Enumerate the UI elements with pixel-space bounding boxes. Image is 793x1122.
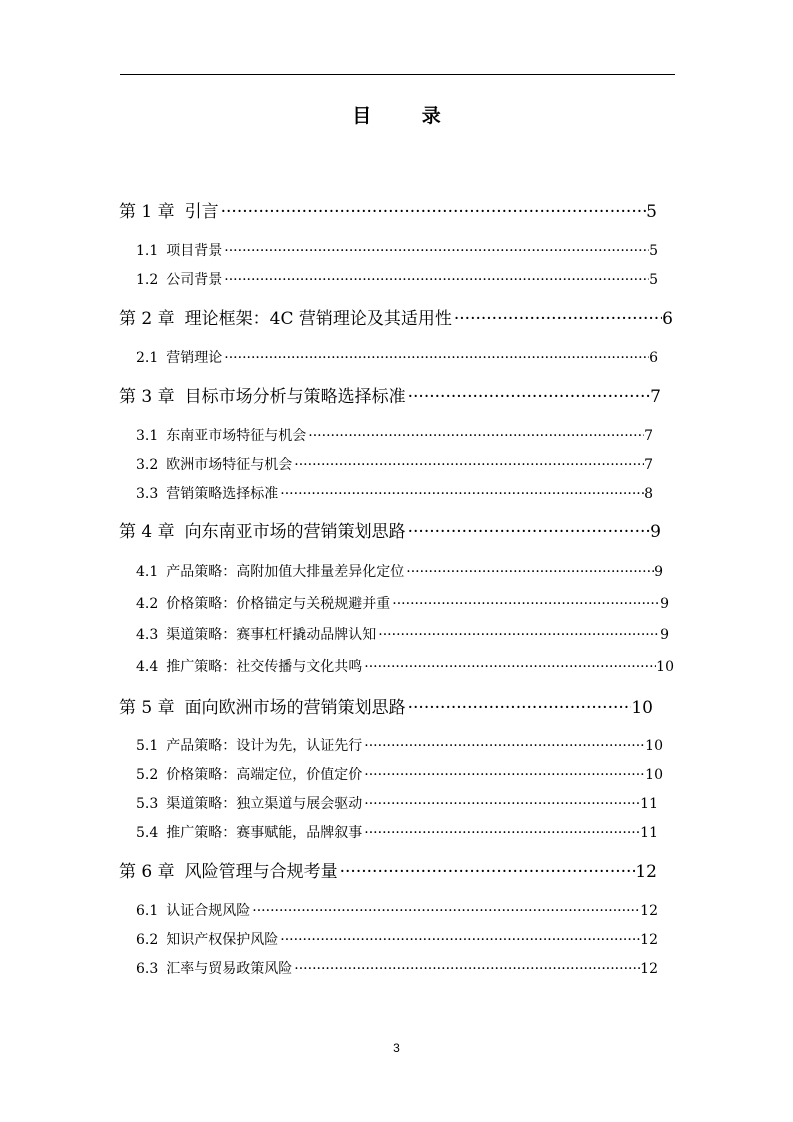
toc-section-title: 项目背景 (166, 243, 223, 259)
toc-section-number: 4.3 (136, 627, 159, 643)
toc-dot-leader (252, 902, 640, 920)
toc-section-number: 5.2 (136, 767, 159, 783)
toc-page-number: 6 (649, 350, 658, 366)
toc-chapter-5[interactable] (119, 697, 653, 719)
toc-chapter-number: 第 6 章 (119, 862, 175, 882)
toc-section-title: 东南亚市场特征与机会 (166, 428, 307, 444)
toc-section-number: 4.4 (136, 659, 159, 675)
toc-dot-leader (280, 931, 640, 949)
toc-page-number: 7 (650, 387, 661, 407)
toc-dot-leader (364, 824, 640, 842)
toc-section-title: 产品策略：高附加值大排量差异化定位 (166, 564, 405, 580)
page-footer-number: 3 (393, 1041, 400, 1055)
toc-dot-leader (454, 308, 662, 330)
toc-chapter-6[interactable] (119, 861, 657, 883)
toc-chapter-title: 面向欧洲市场的营销策划思路 (184, 698, 406, 718)
toc-section-5-4[interactable] (136, 824, 658, 842)
toc-section-title: 营销策略选择标准 (166, 486, 279, 502)
toc-section-number: 4.2 (136, 596, 159, 612)
toc-chapter-title: 风险管理与合规考量 (184, 862, 338, 882)
toc-dot-leader (340, 861, 636, 883)
toc-page-number: 10 (645, 767, 663, 783)
toc-section-number: 6.2 (136, 932, 159, 948)
toc-page-number: 9 (654, 564, 663, 580)
toc-section-title: 知识产权保护风险 (166, 932, 279, 948)
toc-chapter-title: 目标市场分析与策略选择标准 (184, 387, 406, 407)
toc-section-6-1[interactable] (136, 902, 658, 920)
toc-section-title: 认证合规风险 (166, 903, 251, 919)
toc-section-number: 1.1 (136, 243, 159, 259)
toc-section-3-1[interactable] (136, 427, 653, 445)
toc-section-number: 2.1 (136, 350, 159, 366)
toc-chapter-title: 理论框架：4C 营销理论及其适用性 (184, 309, 452, 329)
toc-dot-leader (408, 697, 632, 719)
toc-page-number: 11 (640, 796, 658, 812)
toc-page-number: 10 (645, 738, 663, 754)
toc-chapter-number: 第 4 章 (119, 522, 175, 542)
toc-dot-leader (364, 795, 640, 813)
toc-dot-leader (364, 658, 656, 676)
toc-chapter-title: 向东南亚市场的营销策划思路 (184, 522, 406, 542)
toc-page-number: 12 (640, 961, 658, 977)
toc-section-title: 推广策略：赛事赋能，品牌叙事 (166, 825, 363, 841)
toc-section-3-2[interactable] (136, 456, 653, 474)
toc-section-5-2[interactable] (136, 766, 663, 784)
toc-dot-leader (224, 242, 649, 260)
toc-page-number: 5 (649, 243, 658, 259)
toc-chapter-number: 第 5 章 (119, 698, 175, 718)
toc-section-6-2[interactable] (136, 931, 658, 949)
toc-section-title: 价格策略：价格锚定与关税规避并重 (166, 596, 391, 612)
toc-page-number: 6 (662, 309, 673, 329)
toc-dot-leader (308, 427, 644, 445)
toc-section-title: 价格策略：高端定位，价值定价 (166, 767, 363, 783)
toc-dot-leader (364, 737, 645, 755)
toc-section-number: 6.1 (136, 903, 159, 919)
toc-section-number: 4.1 (136, 564, 159, 580)
header-rule (120, 74, 675, 75)
toc-section-4-2[interactable] (136, 595, 669, 613)
toc-page-number: 7 (644, 457, 653, 473)
toc-section-number: 3.2 (136, 457, 159, 473)
toc-section-title: 产品策略：设计为先，认证先行 (166, 738, 363, 754)
toc-section-number: 3.1 (136, 428, 159, 444)
toc-page-number: 9 (660, 596, 669, 612)
toc-dot-leader (364, 766, 645, 784)
toc-section-5-1[interactable] (136, 737, 663, 755)
toc-chapter-4[interactable] (119, 521, 661, 543)
toc-section-number: 5.3 (136, 796, 159, 812)
toc-section-6-3[interactable] (136, 960, 658, 978)
toc-chapter-title: 引言 (184, 202, 219, 222)
toc-dot-leader (406, 563, 654, 581)
toc-section-number: 5.4 (136, 825, 159, 841)
toc-chapter-number: 第 3 章 (119, 387, 175, 407)
toc-section-number: 3.3 (136, 486, 159, 502)
toc-section-4-3[interactable] (136, 626, 669, 644)
toc-chapter-number: 第 2 章 (119, 309, 175, 329)
toc-section-title: 渠道策略：赛事杠杆撬动品牌认知 (166, 627, 377, 643)
toc-chapter-2[interactable] (119, 308, 673, 330)
toc-section-title: 营销理论 (166, 350, 223, 366)
toc-section-4-1[interactable] (136, 563, 663, 581)
toc-section-3-3[interactable] (136, 485, 653, 503)
toc-section-5-3[interactable] (136, 795, 658, 813)
toc-dot-leader (294, 960, 640, 978)
toc-chapter-1[interactable] (119, 201, 657, 223)
toc-page-number: 7 (644, 428, 653, 444)
toc-dot-leader (408, 521, 651, 543)
toc-page-number: 12 (640, 932, 658, 948)
toc-dot-leader (280, 485, 644, 503)
toc-page-number: 12 (635, 862, 657, 882)
toc-page-number: 8 (644, 486, 653, 502)
toc-section-number: 5.1 (136, 738, 159, 754)
toc-section-2-1[interactable] (136, 349, 658, 367)
toc-page-number: 11 (640, 825, 658, 841)
toc-section-title: 公司背景 (166, 272, 223, 288)
toc-dot-leader (294, 456, 644, 474)
toc-page-number: 9 (650, 522, 661, 542)
toc-section-number: 1.2 (136, 272, 159, 288)
toc-page-number: 5 (649, 272, 658, 288)
toc-page-number: 10 (656, 659, 674, 675)
toc-section-1-2[interactable] (136, 271, 658, 289)
toc-dot-leader (408, 386, 651, 408)
toc-dot-leader (224, 349, 649, 367)
toc-section-4-4[interactable] (136, 658, 674, 676)
toc-dot-leader (221, 201, 647, 223)
toc-chapter-number: 第 1 章 (119, 202, 175, 222)
toc-title: 目 录 (352, 105, 463, 127)
toc-page-number: 12 (640, 903, 658, 919)
toc-dot-leader (224, 271, 649, 289)
toc-page-number: 9 (660, 627, 669, 643)
toc-section-title: 推广策略：社交传播与文化共鸣 (166, 659, 363, 675)
toc-section-title: 渠道策略：独立渠道与展会驱动 (166, 796, 363, 812)
toc-dot-leader (392, 595, 660, 613)
toc-page-number: 5 (646, 202, 657, 222)
toc-section-1-1[interactable] (136, 242, 658, 260)
toc-page-number: 10 (631, 698, 653, 718)
toc-section-number: 6.3 (136, 961, 159, 977)
toc-section-title: 欧洲市场特征与机会 (166, 457, 293, 473)
toc-chapter-3[interactable] (119, 386, 661, 408)
toc-section-title: 汇率与贸易政策风险 (166, 961, 293, 977)
toc-dot-leader (378, 626, 660, 644)
